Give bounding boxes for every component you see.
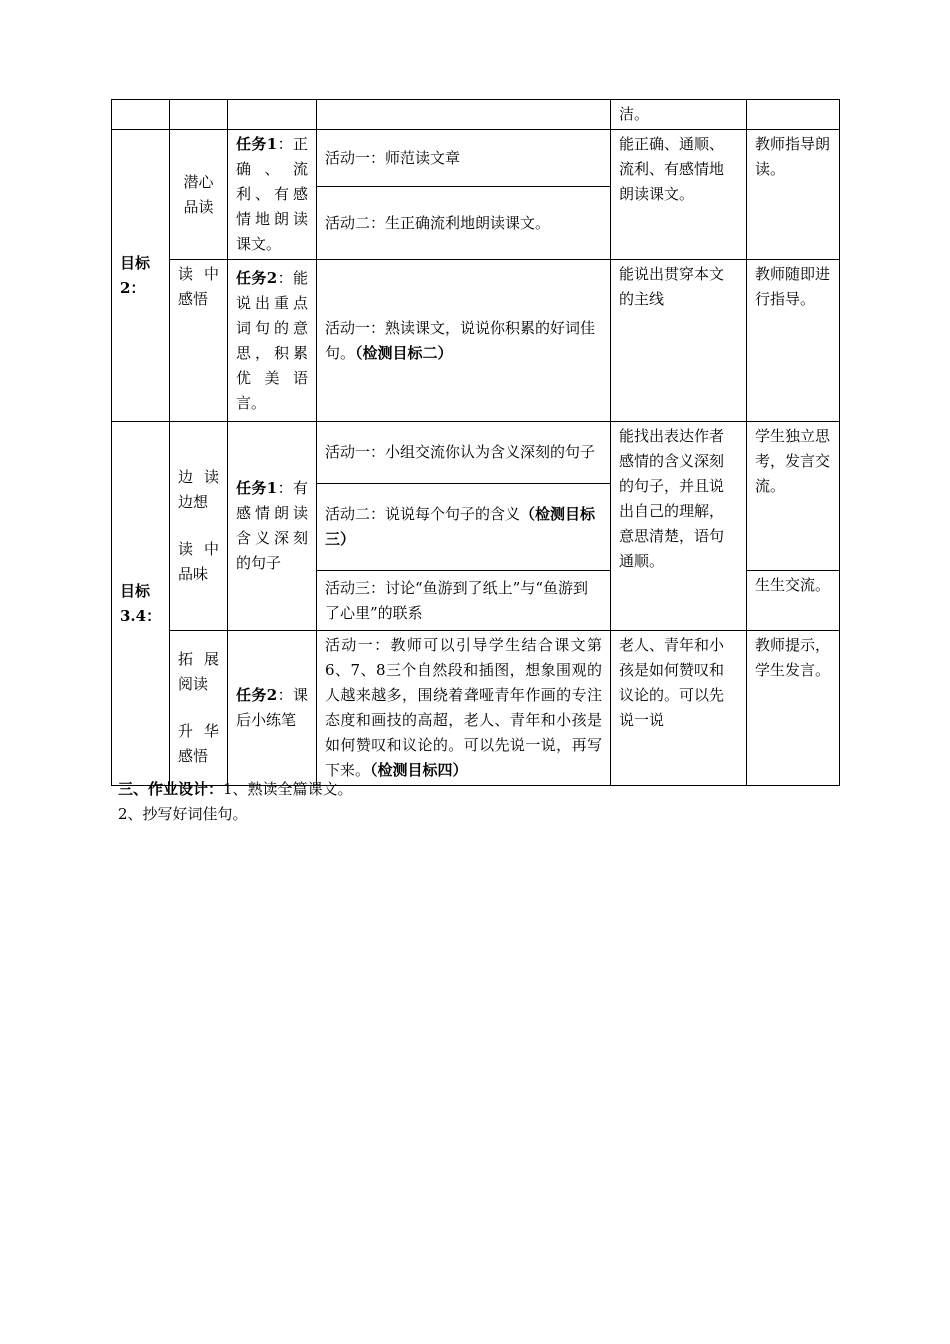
check-tag: （检测目标四） [370,761,468,779]
step-cell [170,260,228,422]
step-label: 拓展阅读 [178,650,219,693]
task-text: ：有感情朗读含义深刻的句子 [236,479,308,572]
task-label: 任务2 [236,268,278,287]
task-text: ：课后小练笔 [236,686,308,729]
goal-cell: 老人、青年和小孩是如何赞叹和议论的。可以先说一说 [611,631,747,786]
activity-cell: 活动三：讨论“鱼游到了纸上”与“鱼游到了心里”的联系 [317,571,611,631]
step-label: 边读边想 [178,468,219,511]
table-row [112,631,840,786]
mode-cell: 生生交流。 [747,571,840,631]
table-row [112,100,840,130]
check-tag: （检测目标三） [325,505,596,548]
step-label: 升华感悟 [178,722,219,765]
step-label: 潜心品读 [183,172,214,216]
task-label: 任务1 [236,135,278,153]
activity-text: 活动一：教师可以引导学生结合课文第6、7、8三个自然段和插图，想象围观的人越来越多，围绕着聋哑青年作画的专注态度和画技的高超，老人、青年和小孩是如何赞叹和议论的。可以先说一说，再写下来。 [325,636,602,779]
goal-cell: 能找出表达作者感情的含义深刻的句子，并且说出自己的理解，意思清楚，语句通顺。 [611,422,747,631]
activity-cell: 活动一：师范读文章 [317,130,611,187]
task-text: ：能说出重点词句的意思，积累优美语言。 [236,268,308,412]
step-cell [170,130,228,260]
task-label: 任务1 [236,479,278,497]
activity-text: 活动一：熟读课文，说说你积累的好词佳句。 [325,318,596,362]
mode-cell: 教师指导朗读。 [747,130,840,260]
table-row [112,422,840,484]
table-row [112,130,840,187]
task-text: ：正确、流利、有感情地朗读课文。 [236,135,308,253]
activity-text: 活动二：说说每个句子的含义 [325,505,521,523]
activity-cell [317,484,611,571]
goal-cell: 洁。 [611,100,747,130]
activity-cell: 活动二：生正确流利地朗读课文。 [317,187,611,260]
goal-cell: 能正确、通顺、流利、有感情地朗读课文。 [611,130,747,260]
step-cell [170,631,228,786]
lesson-plan-table [111,99,840,786]
target-cell: 目标3.4： [112,422,170,786]
homework-heading: 三、作业设计： [118,780,224,798]
task-cell [228,260,317,422]
step-cell [170,422,228,631]
activity-cell [317,260,611,422]
homework-line [118,802,353,827]
homework-line [118,777,353,802]
task-cell [228,422,317,631]
mode-cell: 教师随即进行指导。 [747,260,840,422]
task-cell [228,631,317,786]
step-label: 读中品味 [178,540,219,583]
homework-section [118,777,353,827]
check-tag: （检测目标二） [355,343,453,362]
step-label: 读中感悟 [178,265,219,308]
mode-cell: 教师提示，学生发言。 [747,631,840,786]
homework-item: 2、抄写好词佳句。 [118,805,248,823]
task-cell [228,130,317,260]
task-label: 任务2 [236,686,278,704]
table-row [112,260,840,422]
activity-cell: 活动一：小组交流你认为含义深刻的句子 [317,422,611,484]
homework-item: 1、熟读全篇课文。 [223,780,353,798]
activity-cell [317,631,611,786]
target-cell: 目标2： [112,130,170,422]
goal-cell: 能说出贯穿本文的主线 [611,260,747,422]
mode-cell: 学生独立思考，发言交流。 [747,422,840,571]
